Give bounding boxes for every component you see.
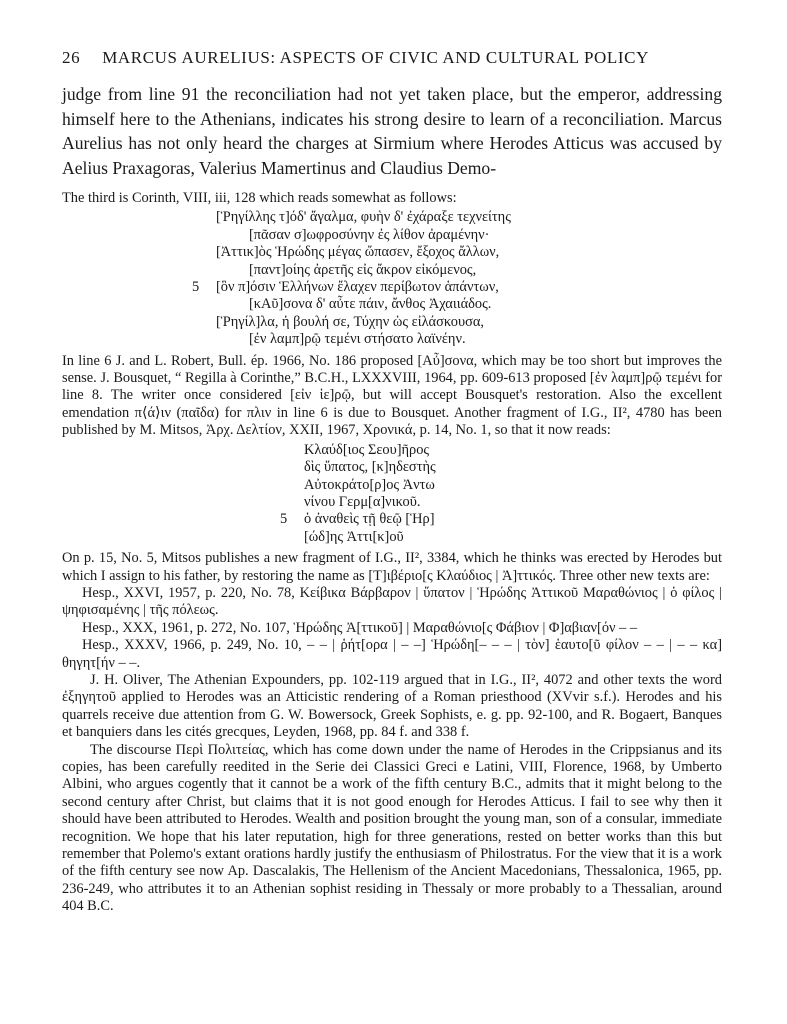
inscription-text: Κλαύδ[ιος Σεου]ῆρος <box>304 441 430 458</box>
running-header <box>62 48 742 68</box>
inscription-line <box>192 279 722 296</box>
inscription-text: [Ῥηγίλλης τ]όδ' ἄγαλμα, φυὴν δ' ἐχάραξε τεχνείτης <box>216 209 511 226</box>
inscription-line <box>280 511 722 528</box>
inscription-text: [παντ]οίης ἀρετῆς εἰς ἄκρον εἰκόμενος, <box>249 261 477 278</box>
intro-text <box>62 82 722 180</box>
line-number: 5 <box>192 279 200 296</box>
inscription-text: [ώδ]ης Ἀττι[κ]οῦ <box>304 528 404 545</box>
inscription-line <box>304 529 722 546</box>
inscription-line <box>304 494 722 511</box>
inscription-text: ὁ ἀναθεὶς τῇ θεῷ [Ἡρ] <box>304 511 435 528</box>
running-title: MARCUS AURELIUS: ASPECTS OF CIVIC AND CULTURAL POLICY <box>102 48 649 67</box>
hesperia-text-2: Hesp., XXX, 1961, p. 272, No. 107, Ἡρώδης Ἀ[ττικοῦ] | Μαραθώνιο[ς Φάβιον | Φ]αβιαν[όν – – <box>82 619 638 636</box>
inscription-text: [Ῥηγίλ]λα, ἡ βουλή σε, Τύχην ὡς εἰλάσκουσα, <box>216 313 484 330</box>
inscription-line <box>216 227 722 244</box>
corinth-inscription <box>192 209 722 348</box>
inscription-line <box>216 296 722 313</box>
inscription-line <box>216 314 722 331</box>
inscription-text: δὶς ὕπατος, [κ]ηδεστὴς <box>304 459 436 476</box>
hesperia-text-3: Hesp., XXXV, 1966, p. 249, No. 10, – – | ῥήτ[ορα | – –] Ἡρώδη[– – – | τὸν] ἑαυτο[ῦ φίλον – – | – – κα] θηγητ[ήν – –. <box>62 637 722 671</box>
inscription-line <box>304 459 722 476</box>
inscription-text: [πᾶσαν σ]ωφροσύνην ἐς λίθον ἀραμένην· <box>249 226 490 243</box>
inscription-line <box>216 262 722 279</box>
inscription-text: Αὐτοκράτο[ρ]ος Ἀντω <box>304 476 435 493</box>
hesperia-text-1: Hesp., XXVI, 1957, p. 220, No. 78, Κείβικα Βάρβαρον | ὕπατον | Ἡρώδης Ἀττικοῦ Μαραθώνιος | ὁ φίλος | ψηφισαμένης | τῆς πόλεως. <box>62 584 722 619</box>
inscription-line <box>304 442 722 459</box>
paragraph-robert: In line 6 J. and L. Robert, Bull. ép. 1966, No. 186 proposed [Αὖ]σονα, which may be too short but improves the sense. J. Bousquet, “ Regilla à Corinthe,” B.C.H., LXXXVIII, 1964, pp. 609-613 proposed [ἐν λαμπ]ρῷ τεμένι for line 8. The writer once considered [εἰν ἱε]ρῷ, but will accept Bousquet's restoration. Also the excellent emendation π⟨ά⟩ιν (παῖδα) for πλιν in line 6 is due to Bousquet. Another fragment of I.G., II², 4780 has been published by M. Mitsos, Ἀρχ. Δελτίον, XXII, 1967, Χρονικά, p. 14, No. 1, so that it now reads: <box>62 352 722 439</box>
page-number: 26 <box>62 48 81 67</box>
ig-inscription <box>280 441 722 546</box>
paragraph-discourse: The discourse Περὶ Πολιτείας, which has come down under the name of Herodes in the Crippsianus and its copies, has been carefully reedited in the Serie dei Classici Greci e Latini, VIII, Florence, 1968, by Umberto Albini, who argues cogently that it cannot be a work of the fifth century B.C., admits that it might belong to the second century after Christ, but claims that it is not good enough for Herodes Atticus. I fail to see why then it should have been attributed to Herodes. Wealth and position brought the young man, son of a consular, immediate recognition. We hope that his later reputation, high for three generations, rested on better works than this but remember that Polemo's extant orations hardly justify the enthusiasm of Philostratus. For the view that it is a work of the fifth century see now Ap. Dascalakis, The Hellenism of the Ancient Macedonians, Thessalonica, 1965, pp. 236-249, who attributes it to an Athenian sophist residing in Thessaly or more probably to a Thessalian, around 404 B.C. <box>62 741 722 915</box>
inscription-line <box>304 477 722 494</box>
inscription-text: [Ἀττικ]ὸς Ἡρώδης μέγας ὤπασεν, ἔξοχος ἄλλων, <box>216 244 500 261</box>
notes-section <box>62 190 722 916</box>
inscription-line <box>216 244 722 261</box>
inscription-text: [κΑῦ]σονα δ' αὖτε πάιν, ἄνθος Ἀχαιιάδος. <box>249 296 492 313</box>
intro-paragraph: judge from line 91 the reconciliation had not yet taken place, but the emperor, addressing himself here to the Athenians, indicates his strong desire to learn of a reconciliation. Marcus Aurelius has not only heard the charges at Sirmium where Herodes Atticus was accused by Aelius Praxagoras, Valerius Mamertinus and Claudius Demo- <box>62 84 722 178</box>
paragraph-oliver: J. H. Oliver, The Athenian Expounders, pp. 102-119 argued that in I.G., II², 4072 and other texts the word ἐξηγητοῦ applied to Herodes was an Atticistic rendering of a Roman priesthood (XVvir s.f.). Herodes and his quarrels receive due attention from G. W. Bowersock, Greek Sophists, e. g. pp. 92-100, and R. Bogaert, Banques et banquiers dans les cités grecques, Leyden, 1968, pp. 84 f. and 338 f. <box>62 671 722 741</box>
inscription-line <box>216 209 722 226</box>
inscription-line <box>216 331 722 348</box>
inscription-text: [ἐν λαμπ]ρῷ τεμένι στήσατο λαϊνέην. <box>249 331 466 348</box>
inscription-text: νίνου Γερμ[α]νικοῦ. <box>304 493 421 510</box>
inscription-text: [ὃν π]όσιν Ἑλλήνων ἔλαχεν περίβωτον ἁπάντων, <box>216 279 499 296</box>
paragraph-mitsos: On p. 15, No. 5, Mitsos publishes a new fragment of I.G., II², 3384, which he thinks was erected by Herodes but which I assign to his father, by restoring the name as [Τ]ιβέριο[ς Κλαύδιος | Ἀ]ττικός. Three other new texts are: <box>62 550 722 584</box>
line-number: 5 <box>280 511 288 528</box>
corinth-intro: The third is Corinth, VIII, iii, 128 which reads somewhat as follows: <box>62 190 457 206</box>
